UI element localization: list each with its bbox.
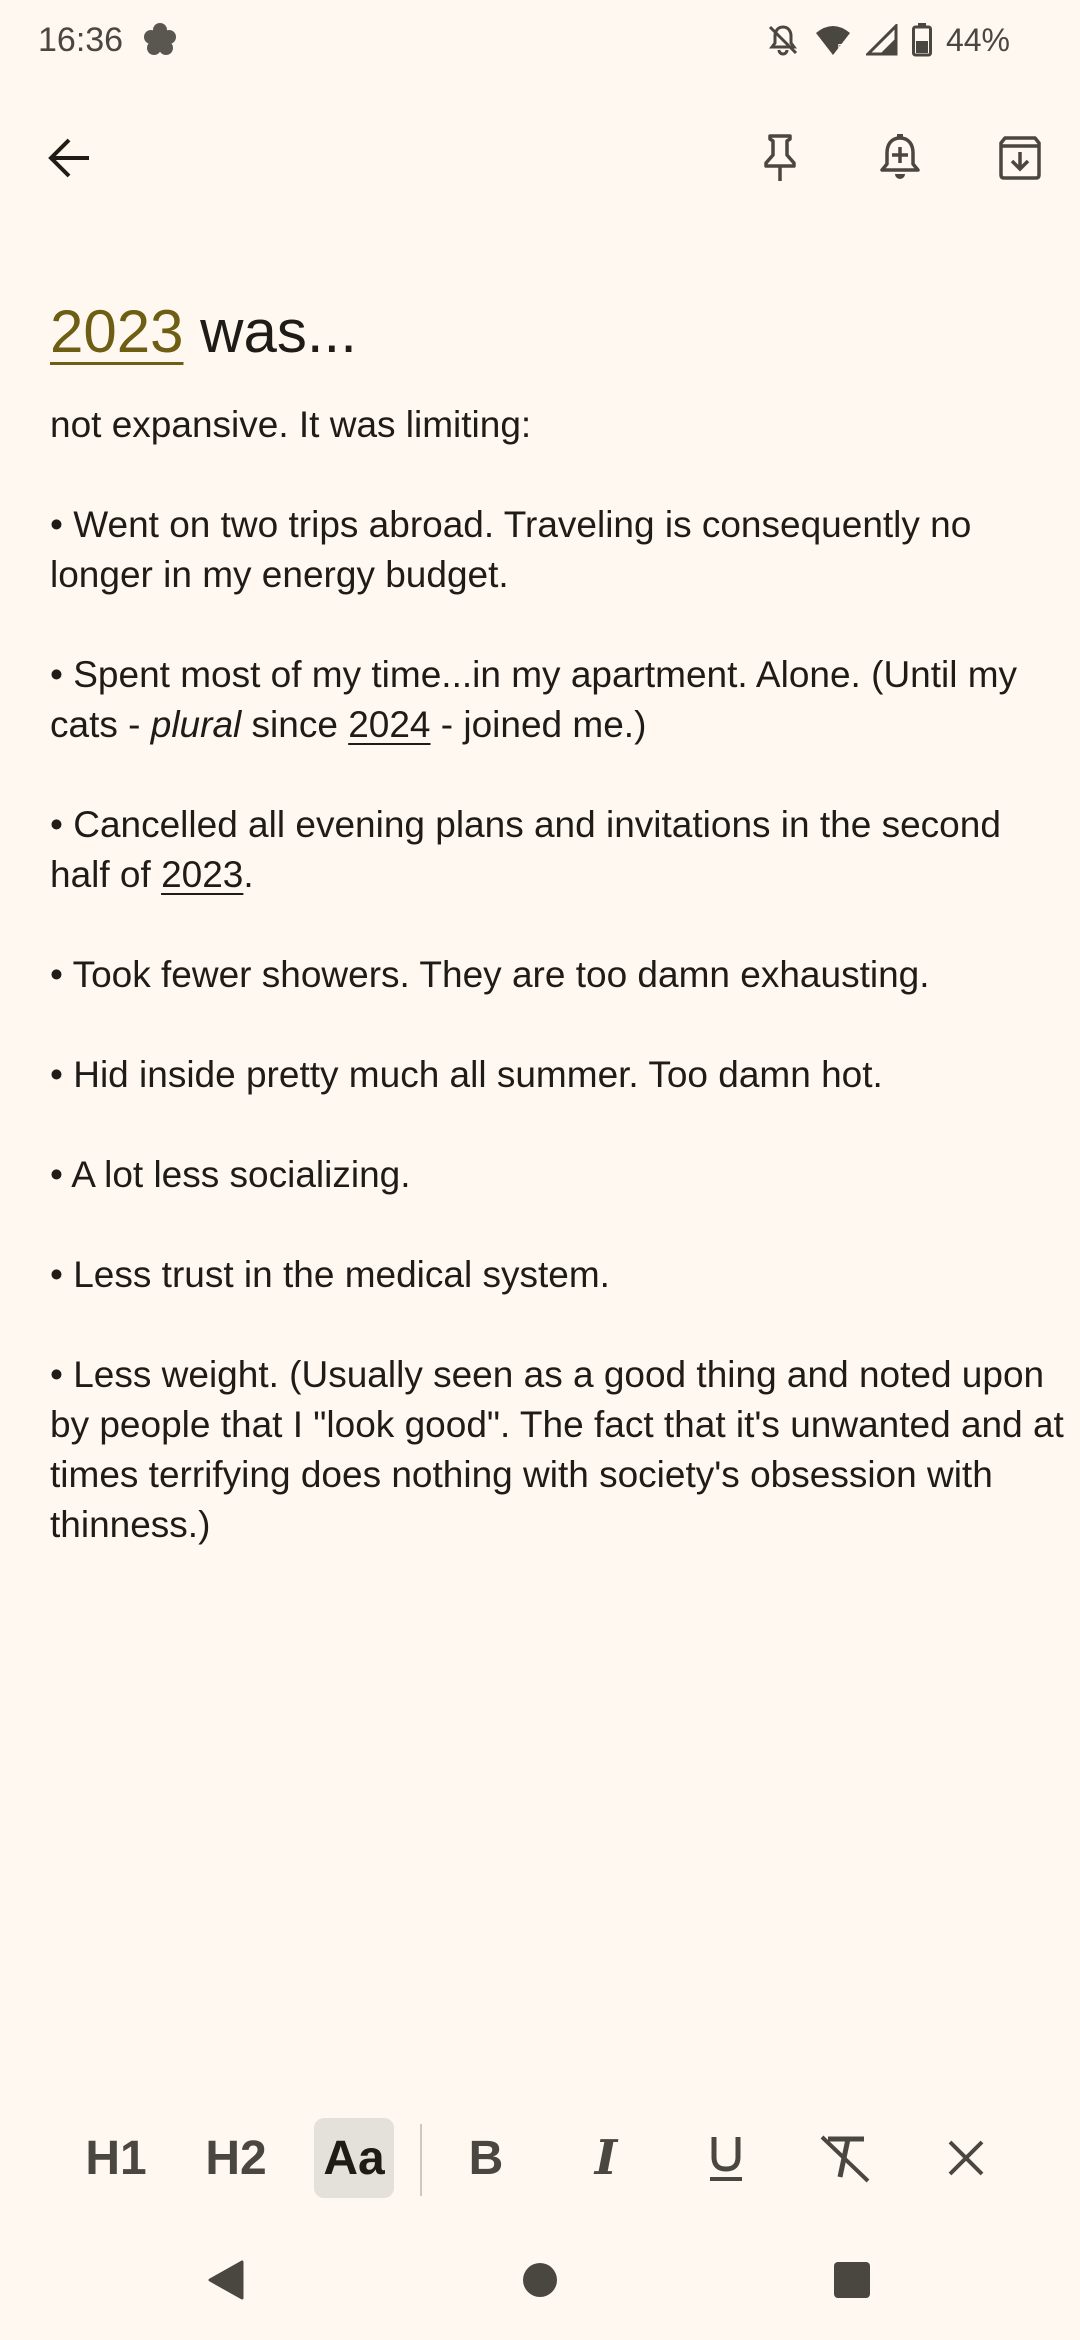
list-item-time [50,650,1070,750]
list-item-summer: • Hid inside pretty much all summer. Too damn hot. [50,1054,883,1095]
date-link-2023[interactable]: 2023 [161,854,244,895]
pin-button[interactable] [740,120,820,200]
archive-icon [997,135,1043,186]
note-intro: not expansive. It was limiting: [50,404,532,445]
clear-format-icon [818,2133,874,2183]
close-format-button[interactable] [926,2118,1006,2198]
battery-icon [912,23,932,57]
heading-1-button[interactable]: H1 [85,2131,147,2185]
list-item-text: - joined me.) [430,704,647,745]
toolbar-divider [420,2124,422,2196]
note-body[interactable] [50,400,1070,1600]
underline-icon [704,2133,748,2183]
list-item-text: since [241,704,349,745]
nav-home-button[interactable] [500,2240,580,2320]
status-icons [766,20,1010,60]
navigation-bar [0,2240,1080,2320]
close-icon [946,2138,986,2178]
wifi-icon [814,23,852,57]
nav-recents-button[interactable] [812,2240,892,2320]
reminder-bell-icon [878,134,922,187]
back-button[interactable] [30,120,110,200]
note-title[interactable] [50,292,357,372]
svg-text:5: 5 [836,42,845,56]
italic-text: plural [150,704,242,745]
list-item-showers: • Took fewer showers. They are too damn exhausting. [50,954,930,995]
status-bar [0,0,1080,80]
clear-format-button[interactable] [806,2118,886,2198]
bold-button[interactable]: B [468,2131,504,2185]
underline-button[interactable] [686,2118,766,2198]
nav-back-button[interactable] [186,2240,266,2320]
date-link-2024[interactable]: 2024 [348,704,431,745]
list-item-cancel [50,800,1070,900]
list-item-text: . [243,854,254,895]
title-date-link[interactable]: 2023 [50,298,184,365]
reminder-button[interactable] [860,120,940,200]
back-arrow-icon [47,135,93,186]
list-item-social: • A lot less socializing. [50,1154,411,1195]
format-toolbar [0,2118,1080,2202]
settings-flower-icon [140,20,180,60]
status-time: 16:36 [38,21,124,59]
archive-button[interactable] [980,120,1060,200]
title-text: was... [183,298,357,365]
list-item-medical: • Less trust in the medical system. [50,1254,610,1295]
nav-back-icon [204,2258,248,2302]
nav-home-icon [520,2260,560,2300]
italic-button[interactable]: I [594,2130,618,2186]
list-item-weight: • Less weight. (Usually seen as a good thing and noted upon by people that I "look good". The fact that it's unwanted and at times terrifying does nothing with society's obsession with thinness.) [50,1354,1064,1545]
normal-text-button[interactable]: Aa [314,2118,394,2198]
signal-icon [866,24,898,56]
nav-recents-icon [832,2260,872,2300]
notifications-muted-icon [766,23,800,57]
list-item-trips: • Went on two trips abroad. Traveling is consequently no longer in my energy budget. [50,504,972,595]
battery-percentage: 44% [945,22,1010,58]
list-item-text: • Cancelled all evening plans and invitations in the second half of [50,804,1001,895]
list-item-text: • Spent most of my time...in my apartment. Alone. (Until my cats - [50,654,1018,745]
pin-icon [760,133,800,188]
heading-2-button[interactable]: H2 [205,2131,267,2185]
